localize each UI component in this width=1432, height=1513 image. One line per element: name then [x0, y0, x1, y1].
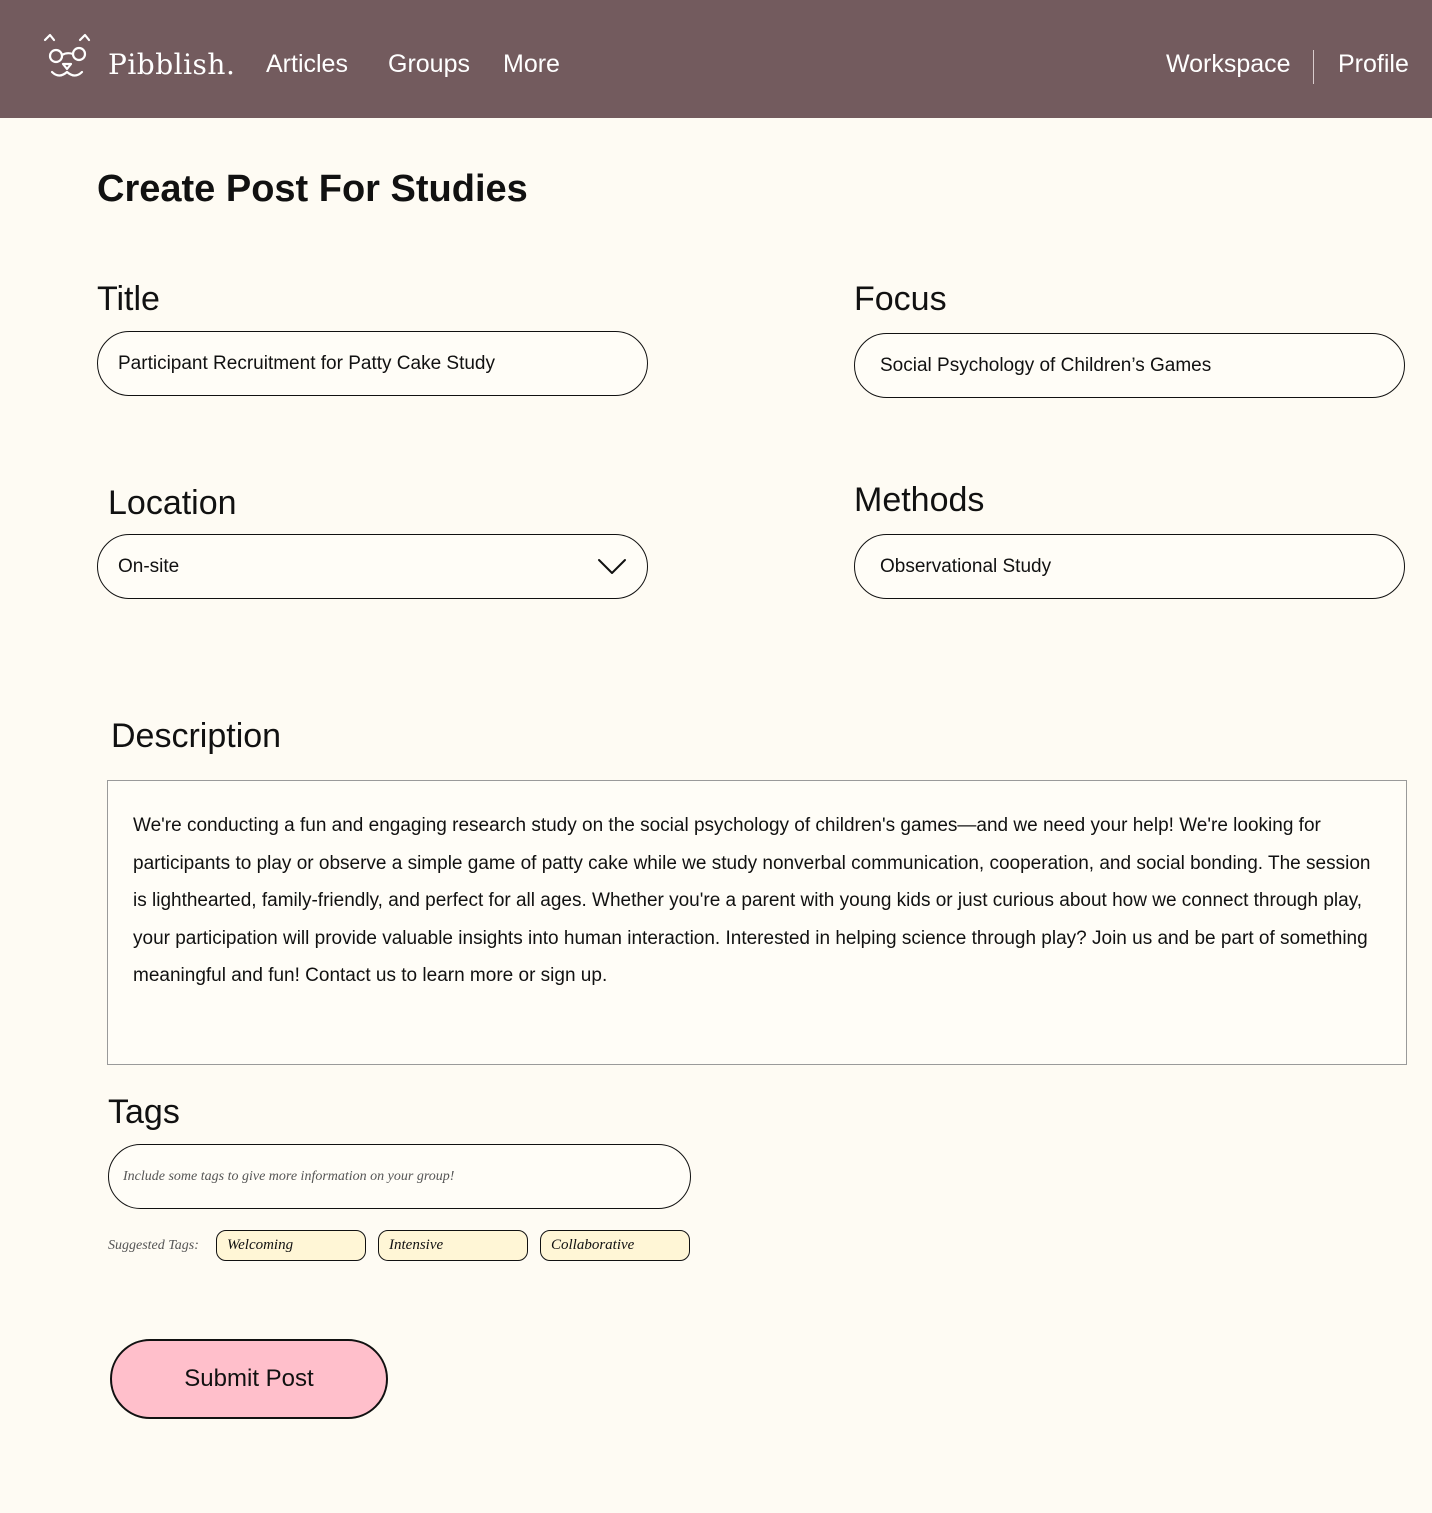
dog-face-logo-icon[interactable]	[42, 32, 92, 82]
description-label: Description	[111, 717, 282, 755]
location-select[interactable]	[97, 534, 648, 599]
nav-divider	[1313, 50, 1314, 84]
methods-input[interactable]	[854, 534, 1405, 599]
nav-workspace[interactable]: Workspace	[1166, 50, 1291, 78]
focus-input[interactable]	[854, 333, 1405, 398]
brand-name[interactable]: Pibblish.	[108, 48, 236, 81]
focus-input-value: Social Psychology of Children’s Games	[880, 354, 1212, 376]
suggested-tag-welcoming[interactable]: Welcoming	[216, 1230, 366, 1261]
location-label: Location	[108, 484, 237, 522]
title-label: Title	[97, 280, 160, 318]
nav-more[interactable]: More	[503, 50, 560, 78]
description-textarea[interactable]	[107, 780, 1407, 1065]
suggested-tag-collaborative[interactable]: Collaborative	[540, 1230, 690, 1261]
suggested-tags-label: Suggested Tags:	[108, 1238, 199, 1253]
location-select-value: On-site	[118, 555, 180, 577]
description-text: We're conducting a fun and engaging research study on the social psychology of children's games—and we need your help! We're looking for participants to play or observe a simple game of patty cake while we study nonverbal communication, cooperation, and social bonding. The session is lighthearted, family-friendly, and perfect for all ages. Whether you're a parent with young kids or just curious about how we connect through play, your participation will provide valuable insights into human interaction. Interested in helping science through play? Join us and be part of something meaningful and fun! Contact us to learn more or sign up.	[133, 815, 1371, 986]
suggested-tag-intensive[interactable]: Intensive	[378, 1230, 528, 1261]
nav-profile[interactable]: Profile	[1338, 50, 1409, 78]
title-input[interactable]	[97, 331, 648, 396]
focus-label: Focus	[854, 280, 947, 318]
methods-label: Methods	[854, 481, 985, 519]
page-title: Create Post For Studies	[97, 168, 528, 210]
nav-groups[interactable]: Groups	[388, 50, 470, 78]
submit-post-button[interactable]: Submit Post	[110, 1339, 388, 1419]
chevron-down-icon[interactable]	[597, 557, 627, 577]
tags-input[interactable]	[123, 1169, 690, 1185]
tags-input-container	[108, 1144, 691, 1209]
nav-articles[interactable]: Articles	[266, 50, 348, 78]
methods-input-value: Observational Study	[880, 555, 1052, 577]
top-nav-bar	[0, 0, 1432, 118]
title-input-value: Participant Recruitment for Patty Cake Study	[118, 352, 495, 374]
tags-label: Tags	[108, 1093, 180, 1131]
